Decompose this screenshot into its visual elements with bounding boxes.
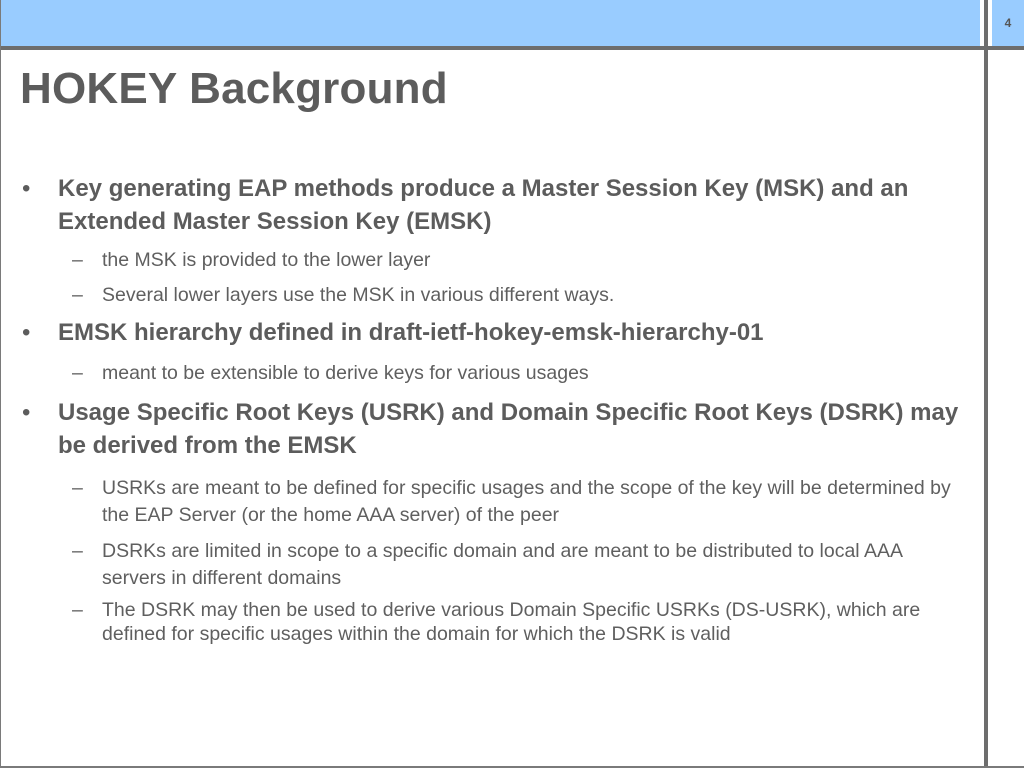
dash-mark: – xyxy=(72,249,83,271)
bullet-item xyxy=(20,396,970,462)
bullet-text: Key generating EAP methods produce a Master Session Key (MSK) and an Extended Master Session Key (EMSK) xyxy=(58,175,909,235)
dash-mark: – xyxy=(72,477,83,499)
bullet-mark: • xyxy=(22,175,31,202)
dash-mark: – xyxy=(72,599,83,621)
dash-mark: – xyxy=(72,362,83,384)
horizontal-rule xyxy=(0,46,1024,50)
sub-text: USRKs are meant to be defined for specific usages and the scope of the key will be determined by the EAP Server (or the home AAA server) of the peer xyxy=(102,477,951,526)
sub-text: The DSRK may then be used to derive various Domain Specific USRKs (DS-USRK), which are defined for specific usages within the domain for which the DSRK is valid xyxy=(102,599,921,645)
slide-content xyxy=(20,172,970,646)
bullet-text: EMSK hierarchy defined in draft-ietf-hokey-emsk-hierarchy-01 xyxy=(58,319,764,346)
bullet-text: Usage Specific Root Keys (USRK) and Domain Specific Root Keys (DSRK) may be derived from the EMSK xyxy=(58,399,959,459)
sub-text: Several lower layers use the MSK in various different ways. xyxy=(102,284,615,306)
bullet-item xyxy=(20,172,970,238)
dash-mark: – xyxy=(72,284,83,306)
sub-text: the MSK is provided to the lower layer xyxy=(102,249,431,271)
bullet-mark: • xyxy=(22,319,31,346)
sub-item xyxy=(20,538,970,592)
page-number: 4 xyxy=(1004,16,1012,30)
sub-item xyxy=(20,598,970,646)
left-border xyxy=(0,0,1,768)
sub-text: DSRKs are limited in scope to a specific domain and are meant to be distributed to local AAA servers in different domains xyxy=(102,540,902,589)
bullet-mark: • xyxy=(22,399,31,426)
sub-item xyxy=(20,247,970,274)
sub-item xyxy=(20,475,970,529)
sub-text: meant to be extensible to derive keys for various usages xyxy=(102,362,589,384)
sub-item xyxy=(20,282,970,309)
slide-title: HOKEY Background xyxy=(20,64,448,113)
sub-item xyxy=(20,360,970,387)
bullet-item xyxy=(20,316,970,349)
dash-mark: – xyxy=(72,540,83,562)
vertical-rule xyxy=(984,0,988,768)
header-band xyxy=(0,0,980,46)
